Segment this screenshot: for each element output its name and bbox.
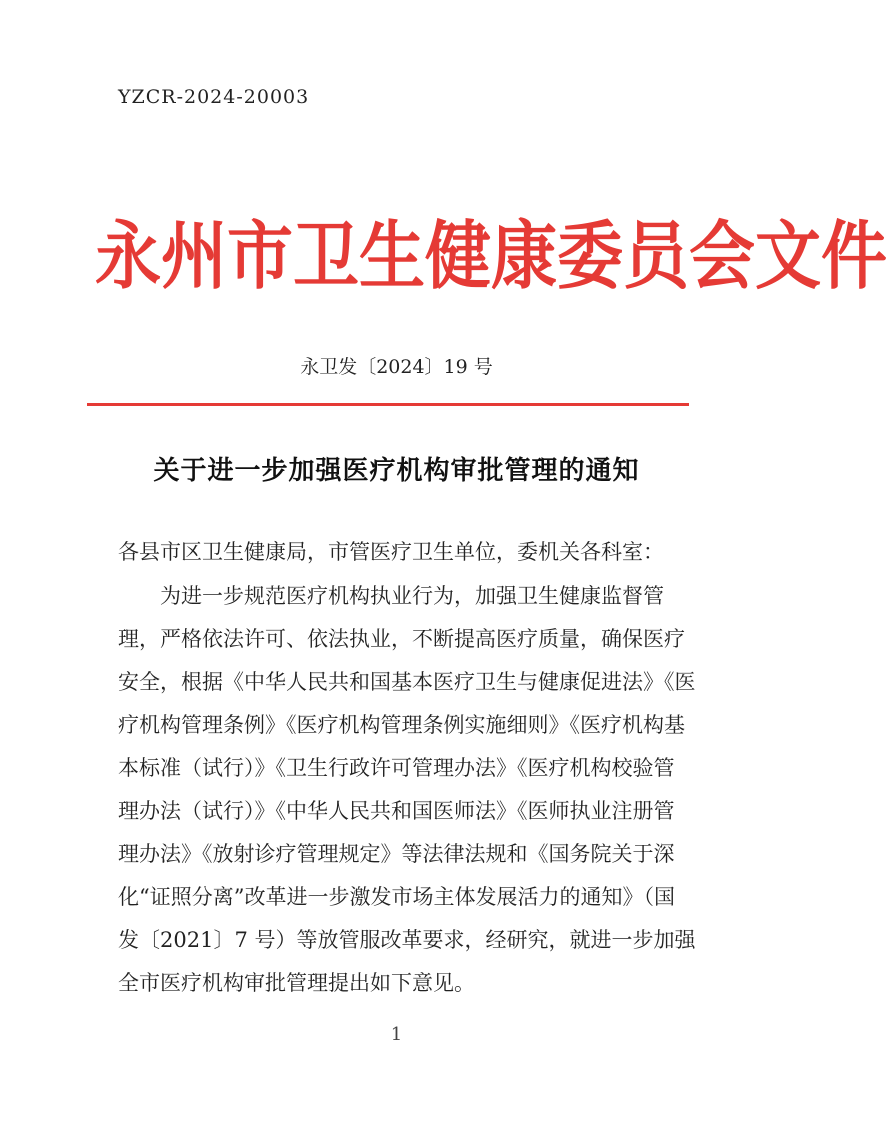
- red-divider: [87, 403, 689, 406]
- body-line: 疗机构管理条例》《医疗机构管理条例实施细则》《医疗机构基: [118, 713, 685, 737]
- page-number: 1: [390, 1024, 403, 1045]
- body-line: 全市医疗机构审批管理提出如下意见。: [118, 971, 475, 995]
- salutation: 各县市区卫生健康局，市管医疗卫生单位，委机关各科室：: [118, 540, 664, 564]
- body-line: 本标准（试行）》《卫生行政许可管理办法》《医疗机构校验管: [118, 756, 675, 780]
- body-line: 化“证照分离”改革进一步激发市场主体发展活力的通知》（国: [118, 885, 675, 909]
- document-number: 永卫发〔2024〕19 号: [300, 356, 493, 378]
- body-line: 理办法》《放射诊疗管理规定》等法律法规和《国务院关于深: [118, 842, 675, 866]
- document-title: 关于进一步加强医疗机构审批管理的通知: [153, 456, 640, 486]
- body-line: 安全，根据《中华人民共和国基本医疗卫生与健康促进法》《医: [118, 670, 696, 694]
- body-line: 为进一步规范医疗机构执业行为，加强卫生健康监督管: [160, 584, 664, 608]
- body-line: 理办法（试行）》《中华人民共和国医师法》《医师执业注册管: [118, 799, 675, 823]
- body-line: 发〔2021〕7 号）等放管服改革要求，经研究，就进一步加强: [118, 928, 696, 952]
- document-code: YZCR-2024-20003: [118, 86, 310, 108]
- body-line: 理，严格依法许可、依法执业，不断提高医疗质量，确保医疗: [118, 627, 685, 651]
- org-header: 永州市卫生健康委员会文件: [95, 213, 887, 300]
